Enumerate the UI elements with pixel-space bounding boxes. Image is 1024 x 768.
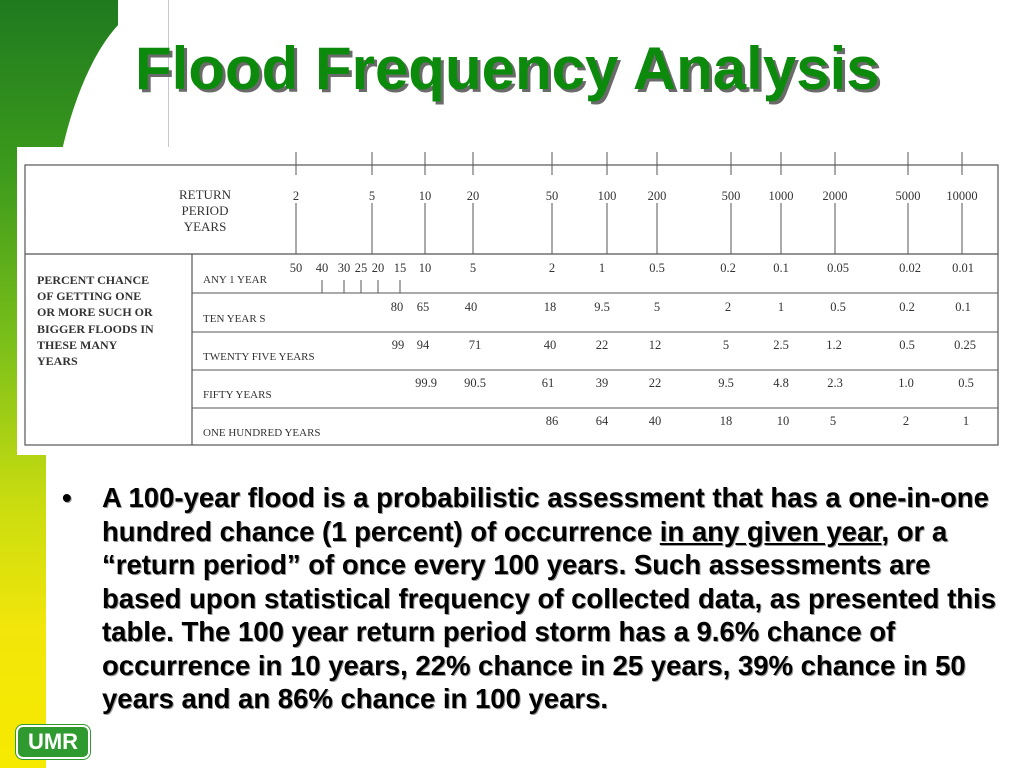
table-cell: 12 [648, 338, 662, 352]
table-cell: 0.5 [899, 338, 915, 352]
table-cell: 94 [416, 338, 430, 352]
return-period-label: 2000 [822, 189, 848, 203]
table-cell: 1 [777, 300, 785, 314]
table-cell: 5 [653, 300, 661, 314]
table-cell: 86 [545, 414, 559, 428]
table-cell: 71 [468, 338, 482, 352]
table-cell: 10 [776, 414, 790, 428]
table-cell: 0.1 [955, 300, 971, 314]
table-cell: 2 [548, 261, 556, 275]
return-period-label: 20 [466, 189, 480, 203]
left-label-block [37, 273, 154, 368]
table-cell: 99 [391, 338, 405, 352]
return-period-label: 1000 [768, 189, 794, 203]
bullet-dot: • [62, 482, 72, 513]
bullet-text [102, 481, 1012, 716]
table-cell: 90.5 [464, 376, 486, 390]
left-label-line: THESE MANY [37, 338, 118, 352]
table-cell: 0.5 [830, 300, 846, 314]
table-cell: 4.8 [773, 376, 789, 390]
return-period-label: 2 [292, 189, 300, 203]
table-cell: 0.05 [827, 261, 849, 275]
left-label-line: OR MORE SUCH OR [37, 305, 153, 319]
bullet-text-underlined: in any given year [659, 515, 882, 547]
table-cell: 22 [595, 338, 609, 352]
flood-frequency-table [17, 147, 1004, 455]
left-label-line: BIGGER FLOODS IN [37, 322, 154, 336]
header-line-2: PERIOD [181, 203, 229, 218]
table-cell: 64 [595, 414, 609, 428]
table-cell: 5 [829, 414, 837, 428]
row-label-any-1-year: ANY 1 YEAR [203, 274, 267, 286]
table-cell: 15 [393, 261, 407, 275]
left-label-line: OF GETTING ONE [37, 289, 142, 303]
bullet-paragraph [62, 481, 1012, 716]
table-cell: 1.2 [826, 338, 842, 352]
return-period-label: 5000 [895, 189, 921, 203]
table-cell: 30 [337, 261, 351, 275]
return-period-label: 100 [597, 189, 617, 203]
table-cell: 2.3 [827, 376, 843, 390]
table-cell: 61 [541, 376, 555, 390]
row-label-one-hundred-years: ONE HUNDRED YEARS [203, 427, 321, 439]
row-label-twenty-five-years: TWENTY FIVE YEARS [203, 351, 315, 363]
table-cell: 2 [902, 414, 910, 428]
table-cell: 20 [371, 261, 385, 275]
table-cell: 1 [962, 414, 970, 428]
header-line-3: YEARS [183, 219, 227, 234]
bullet-text-part2: , or a “return period” of once every 100 years. Such assessments are based upon statistical frequency of collected data, as presented this table. The 100 year return period storm has a 9.6% chance of occurrence in 10 years, 22% chance in 25 years, 39% chance in 50 years and an 86% chance in 100 years. [102, 515, 996, 714]
table-cell: 9.5 [718, 376, 734, 390]
table-cell: 0.2 [899, 300, 915, 314]
table-frame [25, 165, 998, 445]
table-cell: 0.5 [958, 376, 974, 390]
table-cell: 0.5 [649, 261, 665, 275]
table-cell: 80 [390, 300, 404, 314]
return-period-label: 10 [418, 189, 432, 203]
table-cell: 39 [595, 376, 609, 390]
table-cell: 50 [289, 261, 303, 275]
table-cell: 40 [464, 300, 478, 314]
table-cell: 1.0 [898, 376, 914, 390]
bullet-text-part1: A 100-year flood is a probabilistic assessment that has a one-in-one hundred chance (1 percent) of occurrence [102, 482, 989, 547]
return-period-label: 10000 [946, 189, 978, 203]
return-period-label: 200 [647, 189, 667, 203]
table-cell: 5 [722, 338, 730, 352]
table-svg [17, 147, 1004, 455]
return-period-axis [293, 152, 978, 254]
table-cell: 2.5 [773, 338, 789, 352]
table-cell: 18 [543, 300, 557, 314]
table-cell: 5 [469, 261, 477, 275]
table-cell: 0.1 [773, 261, 789, 275]
return-period-label: 500 [721, 189, 741, 203]
table-cell: 0.01 [952, 261, 974, 275]
table-cell: 1 [598, 261, 606, 275]
header-line-1: RETURN [179, 187, 231, 202]
slide-title: Flood Frequency Analysis [135, 35, 880, 102]
table-cell: 9.5 [594, 300, 610, 314]
table-cell: 25 [354, 261, 368, 275]
table-cell: 10 [418, 261, 432, 275]
table-cells [290, 261, 976, 428]
table-cell: 22 [648, 376, 662, 390]
return-period-label: 50 [545, 189, 559, 203]
umr-logo: UMR [16, 725, 90, 759]
left-label-line: YEARS [37, 354, 78, 368]
left-label-line: PERCENT CHANCE [37, 273, 150, 287]
return-period-label: 5 [368, 189, 376, 203]
row-label-ten-years: TEN YEAR S [203, 313, 266, 325]
table-cell: 0.02 [899, 261, 921, 275]
table-cell: 99.9 [415, 376, 437, 390]
table-cell: 40 [648, 414, 662, 428]
row-label-fifty-years: FIFTY YEARS [203, 389, 272, 401]
table-cell: 2 [724, 300, 732, 314]
table-cell: 0.25 [954, 338, 976, 352]
table-cell: 0.2 [720, 261, 736, 275]
table-cell: 40 [543, 338, 557, 352]
table-cell: 18 [719, 414, 733, 428]
table-cell: 40 [315, 261, 329, 275]
table-cell: 65 [416, 300, 430, 314]
